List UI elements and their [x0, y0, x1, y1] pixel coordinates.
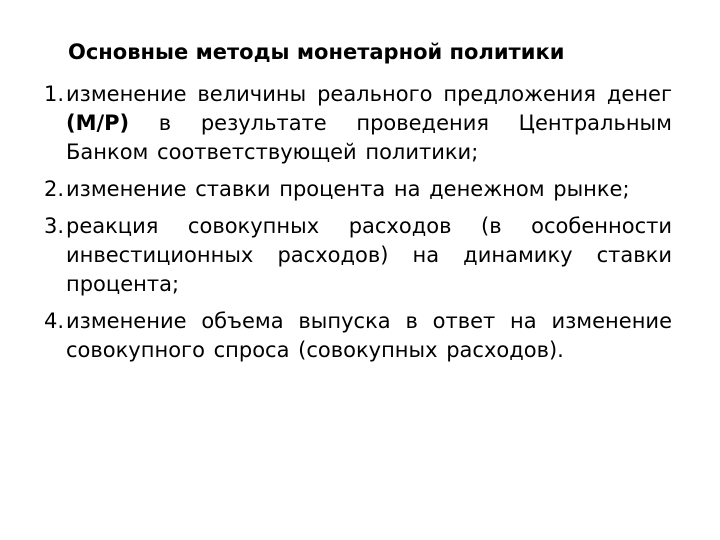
item-text: изменение ставки процента на денежном рынке;: [66, 177, 630, 201]
list-item: [44, 212, 672, 299]
item-text: изменение объема выпуска в ответ на изменение совокупного спроса (совокупных расходов).: [66, 309, 672, 362]
list-item: [44, 307, 672, 365]
item-text-bold: (M/P): [66, 111, 130, 135]
methods-list: [44, 80, 672, 373]
item-text: реакция совокупных расходов (в особенности инвестиционных расходов) на динамику ставки процента;: [66, 214, 672, 296]
item-text-part: изменение величины реального предложения денег: [66, 82, 672, 106]
item-text: [66, 80, 672, 167]
item-number: 2.: [44, 177, 65, 201]
slide-title: Основные методы монетарной политики: [68, 40, 565, 64]
list-item: [44, 175, 672, 204]
item-number: 4.: [44, 309, 65, 333]
item-number: 3.: [44, 214, 65, 238]
list-item: [44, 80, 672, 167]
item-number: 1.: [44, 82, 65, 106]
item-text-part: в результате проведения Центральным Банком соответствующей политики;: [66, 111, 672, 164]
